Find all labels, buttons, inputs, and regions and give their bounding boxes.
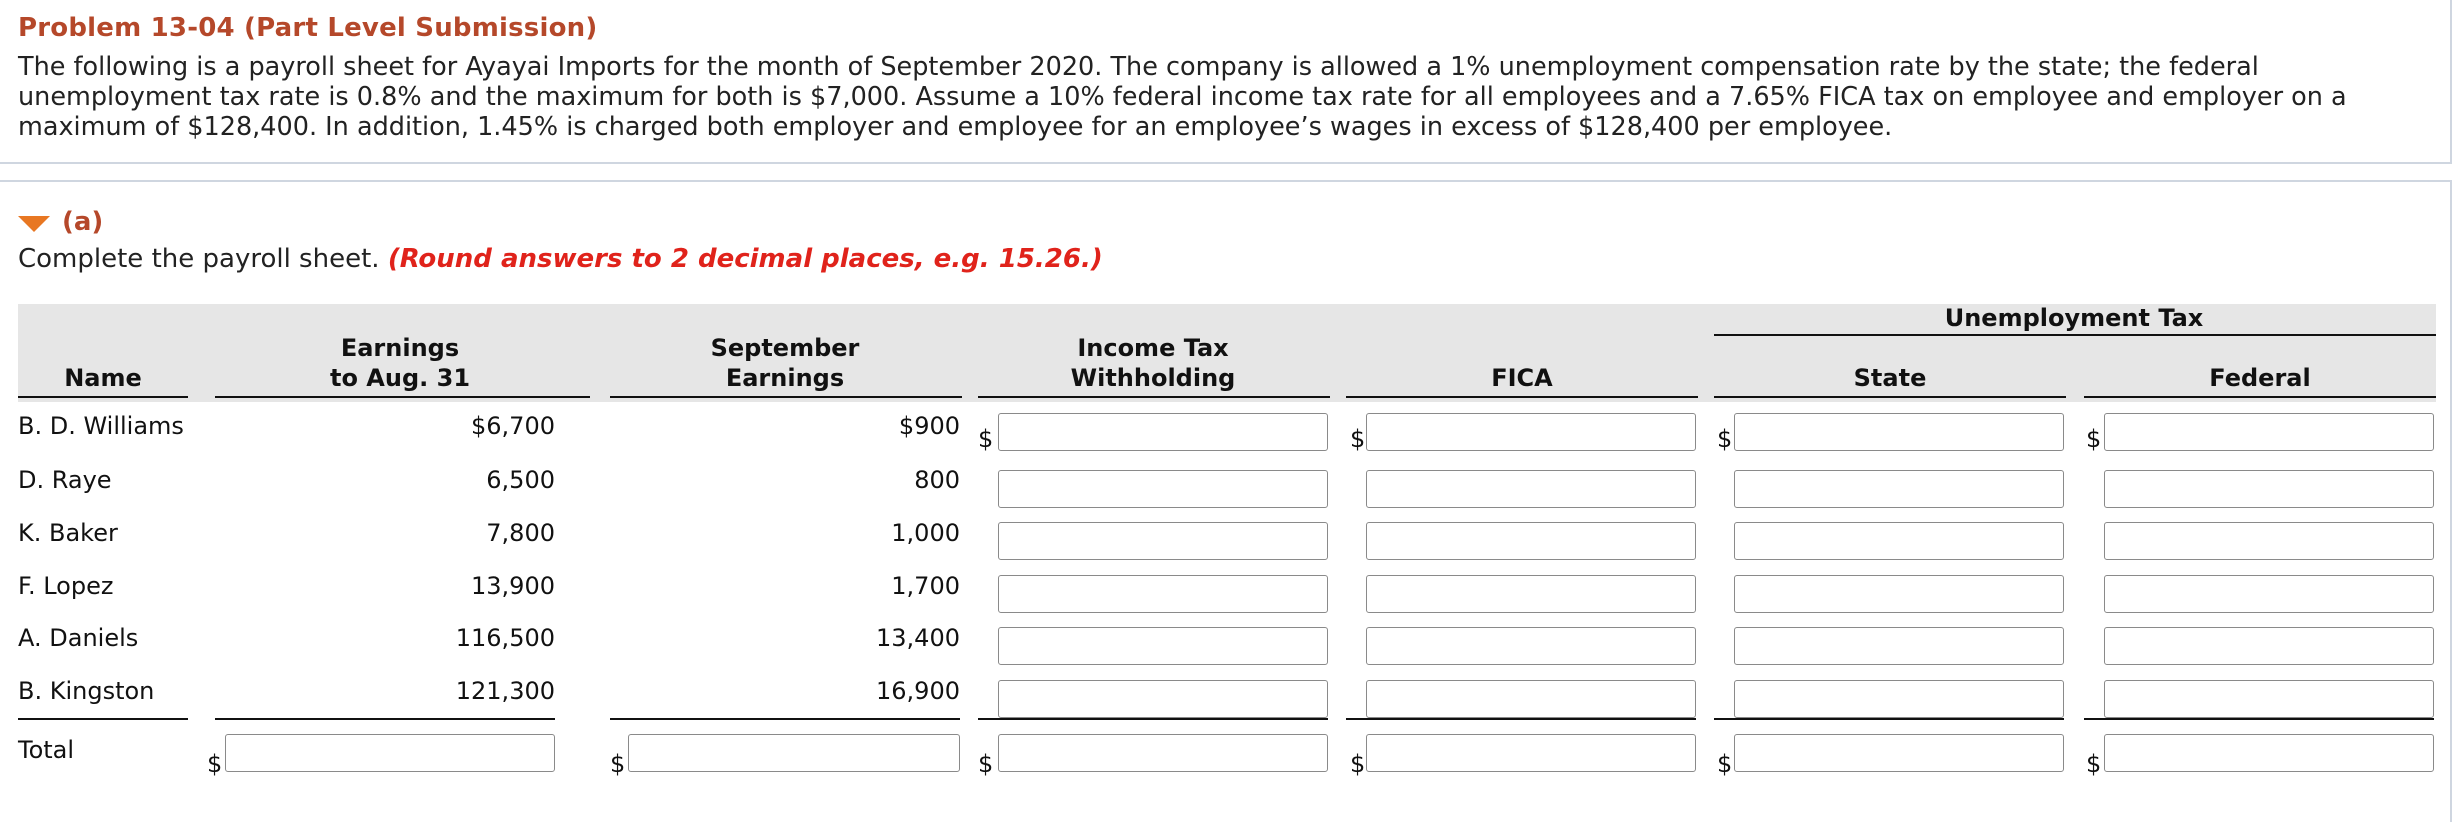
collapse-triangle-icon — [18, 216, 50, 232]
earnings-to-aug: 121,300 — [455, 677, 555, 705]
header-underline — [978, 396, 1330, 398]
part-a-toggle[interactable] — [18, 205, 108, 239]
currency-symbol: $ — [978, 425, 994, 453]
total-rule — [215, 718, 555, 720]
state-tax-input[interactable] — [1734, 470, 2064, 508]
employee-name: B. D. Williams — [18, 412, 184, 440]
header-underline — [215, 396, 590, 398]
state-tax-input[interactable] — [1734, 627, 2064, 665]
header-underline — [18, 396, 188, 398]
fica-input[interactable] — [1366, 470, 1696, 508]
state-tax-input[interactable] — [1734, 522, 2064, 560]
header-fica: FICA — [1491, 364, 1553, 392]
fica-input[interactable] — [1366, 575, 1696, 613]
total-rule — [1714, 718, 2064, 720]
header-income-line2: Withholding — [1070, 364, 1236, 392]
header-underline — [1714, 396, 2066, 398]
header-earnings-line2: to Aug. 31 — [329, 364, 471, 392]
september-earnings: 1,000 — [891, 519, 960, 547]
september-earnings: 800 — [914, 466, 960, 494]
header-name: Name — [64, 364, 142, 392]
federal-tax-input[interactable] — [2104, 413, 2434, 451]
header-income-tax — [978, 333, 1328, 393]
currency-symbol: $ — [1717, 425, 1733, 453]
earnings-to-aug: 13,900 — [471, 572, 555, 600]
state-tax-input[interactable] — [1734, 575, 2064, 613]
header-underline — [2084, 396, 2436, 398]
fica-input[interactable] — [1366, 413, 1696, 451]
september-earnings: 16,900 — [876, 677, 960, 705]
employee-name: D. Raye — [18, 466, 112, 494]
header-underline — [610, 396, 962, 398]
income-tax-input[interactable] — [998, 575, 1328, 613]
income-tax-input[interactable] — [998, 627, 1328, 665]
total-income-tax-input[interactable] — [998, 734, 1328, 772]
income-tax-input[interactable] — [998, 470, 1328, 508]
total-federal-tax-input[interactable] — [2104, 734, 2434, 772]
income-tax-input[interactable] — [998, 680, 1328, 718]
september-earnings: 13,400 — [876, 624, 960, 652]
total-september-input[interactable] — [628, 734, 960, 772]
september-earnings: 1,700 — [891, 572, 960, 600]
rounding-hint: (Round answers to 2 decimal places, e.g. 15.26.) — [387, 244, 1103, 274]
header-earnings-line1: Earnings — [340, 334, 460, 362]
federal-tax-input[interactable] — [2104, 575, 2434, 613]
instruction-text — [18, 244, 1103, 274]
currency-symbol: $ — [2086, 425, 2102, 453]
header-income-line1: Income Tax — [1077, 334, 1229, 362]
income-tax-input[interactable] — [998, 522, 1328, 560]
earnings-to-aug: $6,700 — [471, 412, 555, 440]
earnings-to-aug: 7,800 — [486, 519, 555, 547]
currency-symbol: $ — [978, 750, 994, 778]
employee-name: B. Kingston — [18, 677, 155, 705]
part-label: (a) — [62, 207, 104, 237]
earnings-to-aug: 116,500 — [455, 624, 555, 652]
total-rule — [1346, 718, 1696, 720]
fica-input[interactable] — [1366, 680, 1696, 718]
currency-symbol: $ — [1717, 750, 1733, 778]
income-tax-input[interactable] — [998, 413, 1328, 451]
currency-symbol: $ — [610, 750, 626, 778]
federal-tax-input[interactable] — [2104, 470, 2434, 508]
header-federal: Federal — [2209, 364, 2311, 392]
header-sept-line2: Earnings — [725, 364, 845, 392]
total-rule — [978, 718, 1328, 720]
state-tax-input[interactable] — [1734, 413, 2064, 451]
state-tax-input[interactable] — [1734, 680, 2064, 718]
employee-name: F. Lopez — [18, 572, 114, 600]
total-earnings-input[interactable] — [225, 734, 555, 772]
september-earnings: $900 — [898, 412, 960, 440]
total-state-tax-input[interactable] — [1734, 734, 2064, 772]
fica-input[interactable] — [1366, 627, 1696, 665]
total-rule — [610, 718, 960, 720]
header-underline — [1714, 334, 2436, 336]
instruction-main: Complete the payroll sheet. — [18, 244, 388, 274]
total-rule — [2084, 718, 2434, 720]
header-underline — [1346, 396, 1698, 398]
currency-symbol: $ — [1350, 750, 1366, 778]
total-rule — [18, 718, 188, 720]
header-unemployment-tax: Unemployment Tax — [1944, 304, 2204, 332]
problem-title: Problem 13-04 (Part Level Submission) — [18, 13, 598, 43]
header-september — [610, 333, 960, 393]
problem-panel — [0, 0, 2452, 164]
currency-symbol: $ — [2086, 750, 2102, 778]
header-sept-line1: September — [710, 334, 860, 362]
total-fica-input[interactable] — [1366, 734, 1696, 772]
problem-description: The following is a payroll sheet for Ayayai Imports for the month of September 2020. The company is allowed a 1% unemployment compensation rate by the state; the federal unemployment tax rate is 0.8% and the maximum for both is $7,000. Assume a 10% federal income tax rate for all employees and a 7.65% FICA tax on employee and employer on a maximum of $128,400. In addition, 1.45% is charged both employer and employee for an employee’s wages in excess of $128,400 per employee. — [18, 52, 2347, 142]
total-label: Total — [18, 736, 75, 764]
employee-name: K. Baker — [18, 519, 118, 547]
earnings-to-aug: 6,500 — [486, 466, 555, 494]
currency-symbol: $ — [1350, 425, 1366, 453]
federal-tax-input[interactable] — [2104, 627, 2434, 665]
fica-input[interactable] — [1366, 522, 1696, 560]
federal-tax-input[interactable] — [2104, 680, 2434, 718]
header-earnings — [215, 333, 585, 393]
employee-name: A. Daniels — [18, 624, 139, 652]
federal-tax-input[interactable] — [2104, 522, 2434, 560]
currency-symbol: $ — [207, 750, 223, 778]
header-state: State — [1853, 364, 1927, 392]
